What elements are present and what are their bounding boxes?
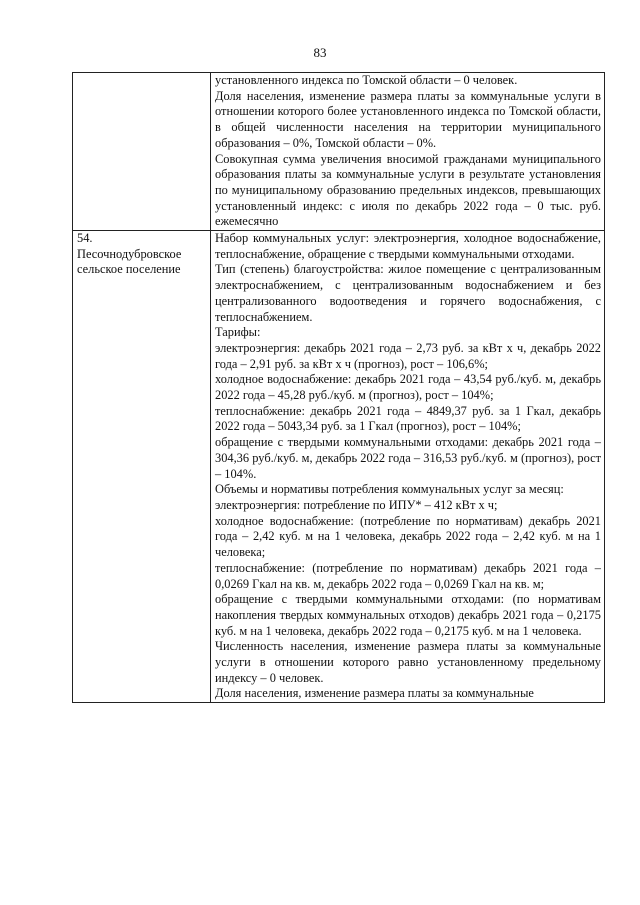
settlement-cell: [73, 73, 211, 231]
paragraph: установленного индекса по Томской области – 0 человек.: [215, 73, 518, 87]
paragraph: Тип (степень) благоустройства: жилое помещение с централизованным электроснабжением, с централизованным водоснабжением и без централизованного водоотведения и горячего водоснабжения, с теплоснабжением.: [215, 262, 601, 324]
page-number: 83: [313, 45, 327, 60]
paragraph: обращение с твердыми коммунальными отходами: декабрь 2021 года – 304,36 руб./куб. м, декабрь 2022 года – 316,53 руб./куб. м (прогноз), рост – 104%.: [215, 435, 601, 481]
paragraph: теплоснабжение: декабрь 2021 года – 4849,37 руб. за 1 Гкал, декабрь 2022 года – 5043,34 руб. за 1 Гкал (прогноз), рост – 104%;: [215, 403, 601, 434]
paragraph: Набор коммунальных услуг: электроэнергия, холодное водоснабжение, теплоснабжение, обращение с твердыми коммунальными отходами.: [215, 231, 601, 261]
paragraph: Совокупная сумма увеличения вносимой гражданами муниципального образования платы за коммунальные услуги в результате установления по муниципальному образованию предельных индексов, превышающих установленный индекс: с июля по декабрь 2022 года – 0 тыс. руб. ежемесячно: [215, 151, 601, 229]
paragraph: электроэнергия: потребление по ИПУ* – 412 кВт х ч;: [215, 497, 498, 512]
settlement-name: Песочнодубровское сельское поселение: [77, 246, 182, 277]
paragraph: холодное водоснабжение: декабрь 2021 года – 43,54 руб./куб. м, декабрь 2022 года – 45,28 руб./куб. м (прогноз), рост – 104%;: [215, 372, 601, 403]
paragraph: Объемы и нормативы потребления коммунальных услуг за месяц:: [215, 482, 564, 497]
details-cell: [211, 73, 605, 231]
row-number: 54.: [77, 231, 93, 246]
table-row: [73, 73, 605, 231]
paragraph: теплоснабжение: (потребление по нормативам) декабрь 2021 года – 0,0269 Гкал на кв. м, декабрь 2022 года – 0,0269 Гкал на кв. м;: [215, 560, 601, 591]
settlement-cell: [73, 231, 211, 703]
paragraph: обращение с твердыми коммунальными отходами: (по нормативам накопления твердых коммунальных отходов) декабрь 2021 года – 0,2175 куб. м на 1 человека, декабрь 2022 года – 0,2175 куб. м на 1 человека.: [215, 592, 601, 638]
paragraph: Доля населения, изменение размера платы за коммунальные: [215, 686, 534, 701]
details-cell: [211, 231, 605, 703]
paragraph: Численность населения, изменение размера платы за коммунальные услуги в отношении которого равно установленному предельному индексу – 0 человек.: [215, 639, 601, 685]
paragraph: электроэнергия: декабрь 2021 года – 2,73 руб. за кВт х ч, декабрь 2022 года – 2,91 руб. за кВт х ч (прогноз), рост – 106,6%;: [215, 340, 601, 371]
paragraph: Тарифы:: [215, 325, 261, 340]
table-row: [73, 231, 605, 703]
paragraph: Доля населения, изменение размера платы за коммунальные услуги в отношении которого более установленного индекса по Томской области, в общей численности населения на территории муниципального образования – 0%, Томской области – 0%.: [215, 88, 601, 150]
indices-table: [72, 72, 605, 703]
paragraph: холодное водоснабжение: (потребление по нормативам) декабрь 2021 года – 2,42 куб. м на 1 человека, декабрь 2022 года – 2,42 куб. м на 1 человека;: [215, 513, 601, 560]
